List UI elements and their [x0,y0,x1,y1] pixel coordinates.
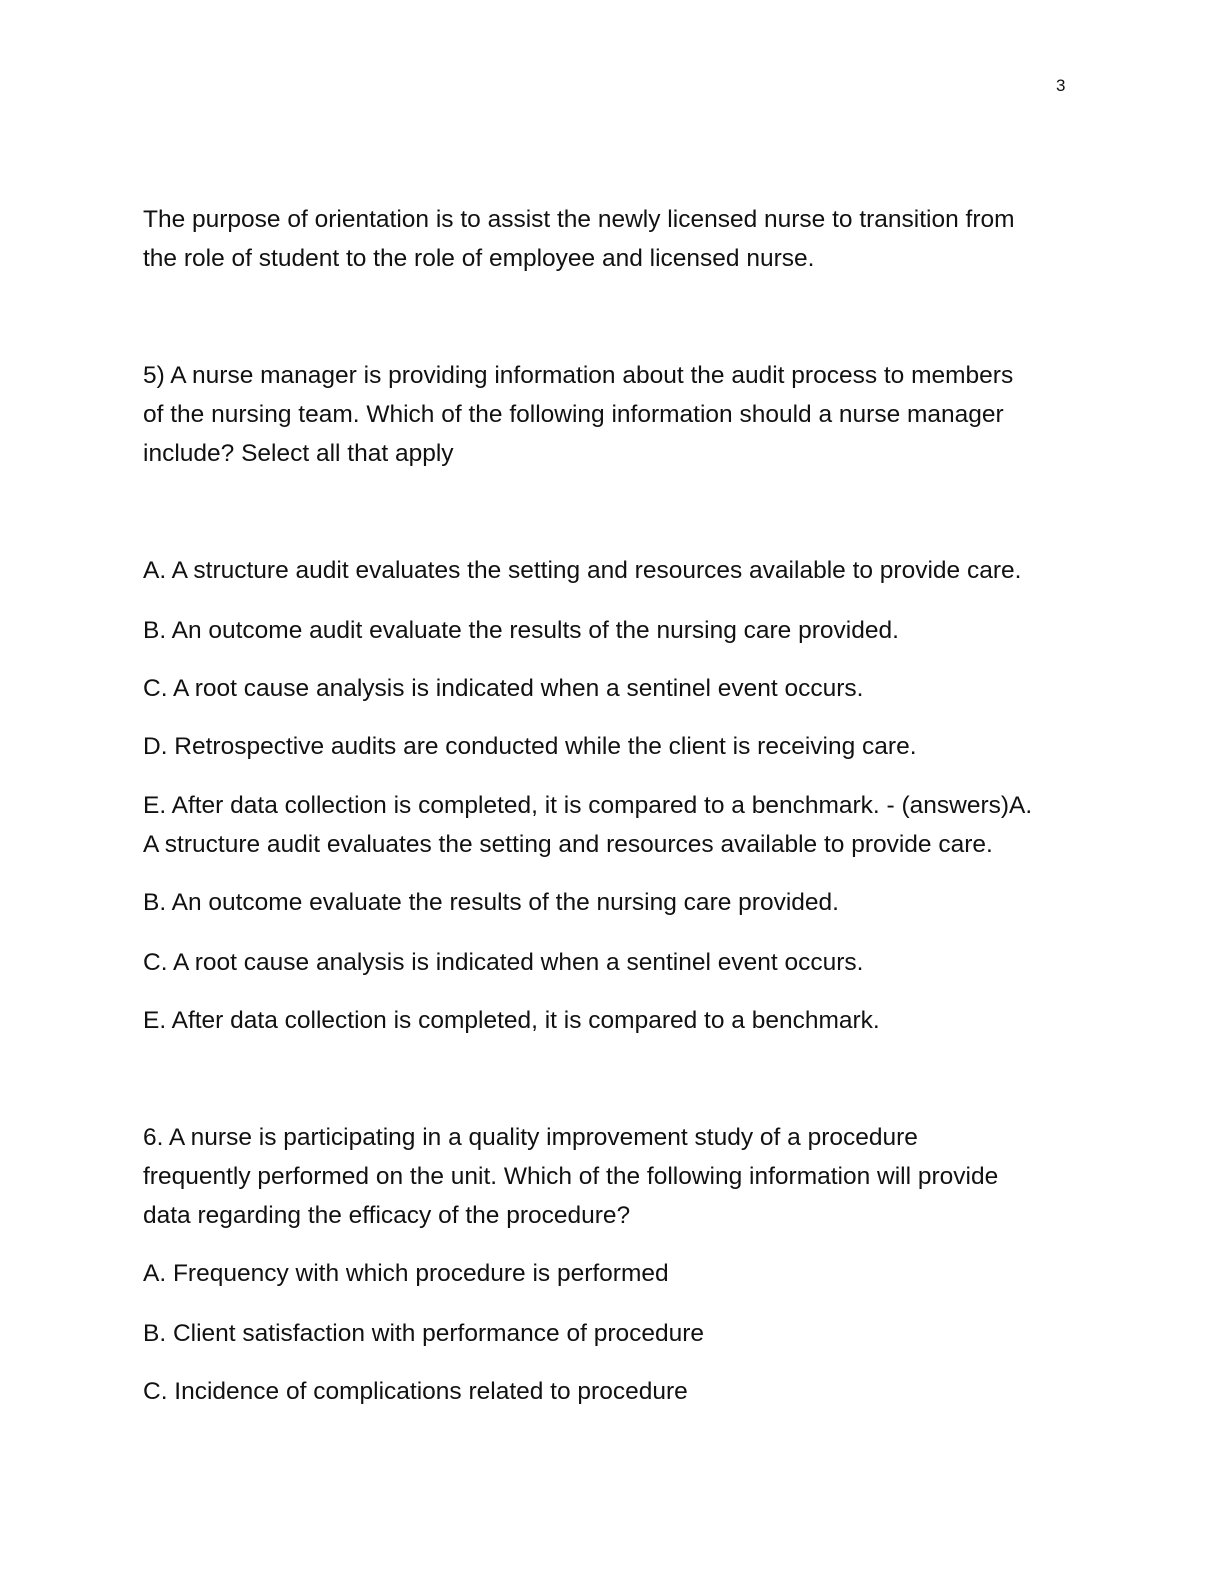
question-5-stem-line: include? Select all that apply [143,440,454,467]
question-5-stem-line: of the nursing team. Which of the following information should a nurse manager [143,401,1004,428]
question-6-option: C. Incidence of complications related to procedure [143,1378,688,1405]
question-5-option: D. Retrospective audits are conducted while the client is receiving care. [143,733,917,760]
page-number: 3 [1056,76,1066,95]
question-5-stem-line: 5) A nurse manager is providing information about the audit process to members [143,362,1014,389]
question-5-option: A. A structure audit evaluates the setting and resources available to provide care. [143,557,1022,584]
question-6-stem-line: 6. A nurse is participating in a quality improvement study of a procedure [143,1124,918,1151]
question-5-answer-line: C. A root cause analysis is indicated when a sentinel event occurs. [143,949,864,976]
question-6-stem-line: data regarding the efficacy of the procedure? [143,1202,631,1229]
question-5-option: B. An outcome audit evaluate the results of the nursing care provided. [143,617,899,644]
question-5-option: C. A root cause analysis is indicated when a sentinel event occurs. [143,675,864,702]
question-6-option: A. Frequency with which procedure is performed [143,1260,669,1287]
question-6-stem-line: frequently performed on the unit. Which of the following information will provide [143,1163,999,1190]
question-5-answer-line: A structure audit evaluates the setting and resources available to provide care. [143,831,993,858]
question-6-option: B. Client satisfaction with performance of procedure [143,1320,705,1347]
intro-line: the role of student to the role of employee and licensed nurse. [143,245,815,272]
question-5-answer-line: E. After data collection is completed, it is compared to a benchmark. [143,1007,880,1034]
intro-line: The purpose of orientation is to assist the newly licensed nurse to transition from [143,206,1015,233]
question-5-option: E. After data collection is completed, it is compared to a benchmark. - (answers)A. [143,792,1033,819]
question-5-answer-line: B. An outcome evaluate the results of the nursing care provided. [143,889,839,916]
